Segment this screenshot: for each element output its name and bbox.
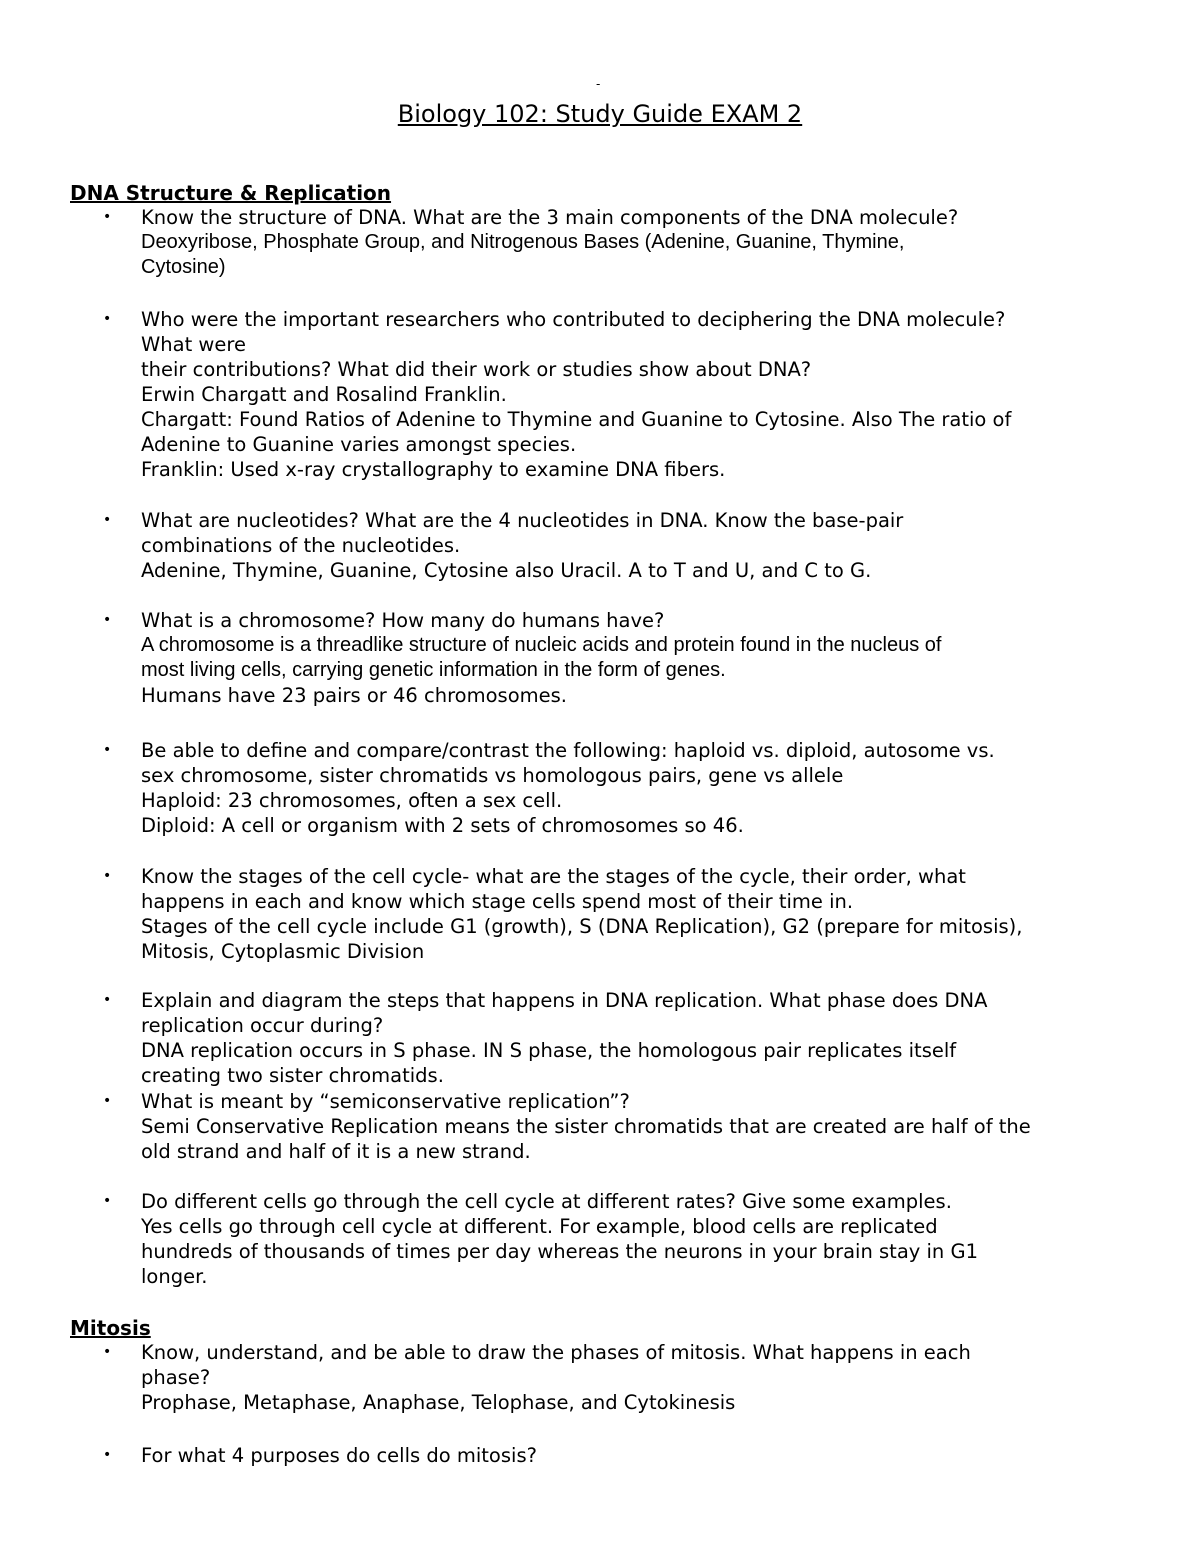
bullet-icon: • <box>103 1193 112 1209</box>
answer-text: Erwin Chargatt and Rosalind Franklin. <box>141 383 507 406</box>
answer-text: creating two sister chromatids. <box>141 1064 444 1087</box>
question-text: What is meant by “semiconservative replication”? <box>141 1090 630 1113</box>
question-text: For what 4 purposes do cells do mitosis? <box>141 1444 537 1467</box>
question-text: Know the structure of DNA. What are the 3 main components of the DNA molecule? <box>141 206 959 229</box>
section-heading-dna-structure: DNA Structure & Replication <box>70 181 392 205</box>
bullet-icon: • <box>103 209 112 225</box>
question-text: What are nucleotides? What are the 4 nucleotides in DNA. Know the base-pair <box>141 509 904 532</box>
question-text: sex chromosome, sister chromatids vs homologous pairs, gene vs allele <box>141 764 844 787</box>
bullet-icon: • <box>103 1093 112 1109</box>
answer-text: most living cells, carrying genetic information in the form of genes. <box>141 659 726 681</box>
answer-text: Semi Conservative Replication means the sister chromatids that are created are half of the <box>141 1115 1031 1138</box>
bullet-icon: • <box>103 311 112 327</box>
question-text: Do different cells go through the cell cycle at different rates? Give some examples. <box>141 1190 952 1213</box>
section-heading-mitosis: Mitosis <box>70 1316 151 1340</box>
answer-text: Deoxyribose, Phosphate Group, and Nitrogenous Bases (Adenine, Guanine, Thymine, <box>141 231 905 253</box>
bullet-icon: • <box>103 1447 112 1463</box>
question-text: replication occur during? <box>141 1014 384 1037</box>
question-text: their contributions? What did their work or studies show about DNA? <box>141 358 812 381</box>
answer-text: old strand and half of it is a new strand. <box>141 1140 531 1163</box>
answer-text: Chargatt: Found Ratios of Adenine to Thymine and Guanine to Cytosine. Also The ratio of <box>141 408 1012 431</box>
answer-text: Adenine to Guanine varies amongst species. <box>141 433 577 456</box>
answer-text: Cytosine) <box>141 256 226 278</box>
answer-text: Prophase, Metaphase, Anaphase, Telophase, and Cytokinesis <box>141 1391 736 1414</box>
question-text: Who were the important researchers who contributed to deciphering the DNA molecule? <box>141 308 1006 331</box>
answer-text: longer. <box>141 1265 208 1288</box>
header-mark: - <box>596 77 601 91</box>
question-text: happens in each and know which stage cells spend most of their time in. <box>141 890 854 913</box>
question-text: Know, understand, and be able to draw the phases of mitosis. What happens in each <box>141 1341 971 1364</box>
answer-text: A chromosome is a threadlike structure of nucleic acids and protein found in the nucleus of <box>141 634 942 656</box>
bullet-icon: • <box>103 742 112 758</box>
answer-text: Diploid: A cell or organism with 2 sets of chromosomes so 46. <box>141 814 744 837</box>
bullet-icon: • <box>103 868 112 884</box>
answer-text: Yes cells go through cell cycle at different. For example, blood cells are replicated <box>141 1215 938 1238</box>
question-text: combinations of the nucleotides. <box>141 534 461 557</box>
bullet-icon: • <box>103 992 112 1008</box>
question-text: What is a chromosome? How many do humans have? <box>141 609 665 632</box>
answer-text: Humans have 23 pairs or 46 chromosomes. <box>141 684 567 707</box>
question-text: Know the stages of the cell cycle- what are the stages of the cycle, their order, what <box>141 865 966 888</box>
answer-text: hundreds of thousands of times per day whereas the neurons in your brain stay in G1 <box>141 1240 979 1263</box>
bullet-icon: • <box>103 512 112 528</box>
question-text: phase? <box>141 1366 211 1389</box>
answer-text: Stages of the cell cycle include G1 (growth), S (DNA Replication), G2 (prepare for mitosis), <box>141 915 1023 938</box>
question-text: Be able to define and compare/contrast the following: haploid vs. diploid, autosome vs. <box>141 739 995 762</box>
answer-text: Haploid: 23 chromosomes, often a sex cell. <box>141 789 563 812</box>
answer-text: Adenine, Thymine, Guanine, Cytosine also Uracil. A to T and U, and C to G. <box>141 559 872 582</box>
bullet-icon: • <box>103 1344 112 1360</box>
answer-text: DNA replication occurs in S phase. IN S phase, the homologous pair replicates itself <box>141 1039 957 1062</box>
bullet-icon: • <box>103 612 112 628</box>
answer-text: Franklin: Used x-ray crystallography to examine DNA fibers. <box>141 458 726 481</box>
question-text: Explain and diagram the steps that happens in DNA replication. What phase does DNA <box>141 989 988 1012</box>
question-text: What were <box>141 333 246 356</box>
document-title: Biology 102: Study Guide EXAM 2 <box>397 100 803 128</box>
answer-text: Mitosis, Cytoplasmic Division <box>141 940 425 963</box>
